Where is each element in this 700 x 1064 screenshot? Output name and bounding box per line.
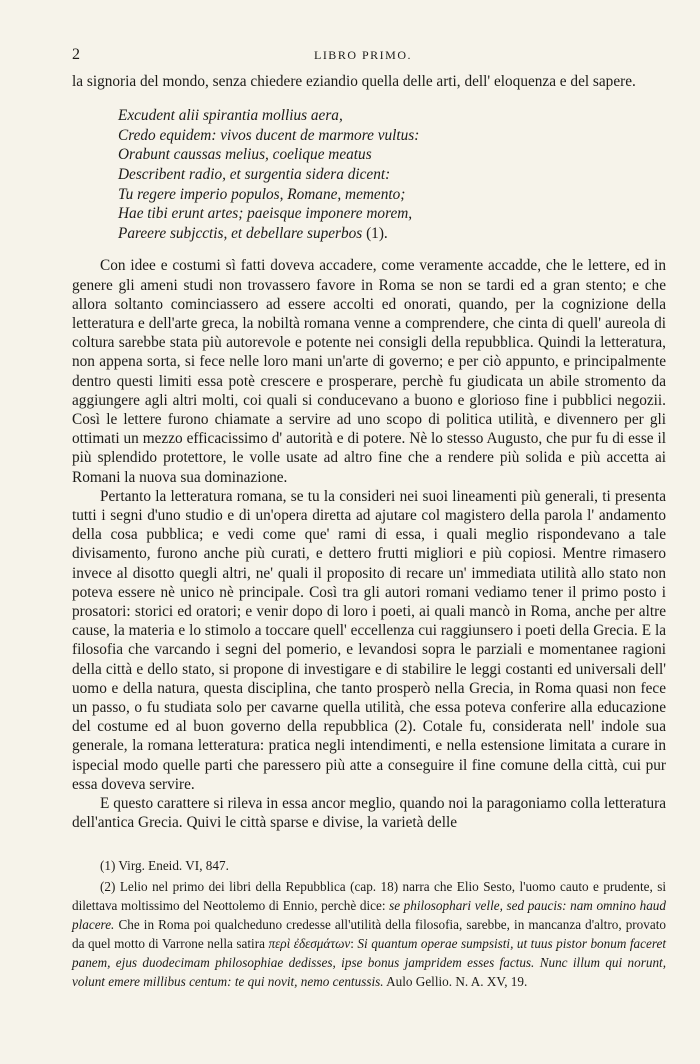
verse-line: Tu regere imperio populos, Romane, memento; — [118, 185, 406, 203]
footnote-latin-quote: Si quantum operae sumpsisti, ut tuus pistor bonum faceret panem, ejus duodecimam philosophiae dedisses, ipse bonus jampridem esses factus. Nunc illum qui norunt, volunt emere millibus centum: te qui novit, nemo centussis. — [72, 936, 666, 989]
page-number: 2 — [72, 46, 80, 63]
footnote-ref-1: (1). — [362, 224, 388, 242]
footnote-1: (1) Virg. Eneid. VI, 847. — [100, 858, 229, 873]
footnote-latin-quote: se philosophari velle, sed paucis: nam omnino haud placere. — [72, 898, 666, 932]
verse-line: Excudent alii spirantia mollius aera, — [118, 107, 343, 125]
verse-line: Hae tibi erunt artes; paeisque imponere morem, — [118, 205, 413, 223]
running-head: LIBRO PRIMO. — [313, 48, 412, 62]
footnote-2 — [72, 877, 666, 991]
footnote-text: Che in Roma poi qualcheduno credesse all'utilità della filosofia, sarebbe, in mancanza d'altro, provato da quel motto di Varrone nella satira — [72, 917, 666, 951]
page-header — [72, 46, 654, 66]
verse-line-last — [118, 224, 666, 244]
lead-paragraph: la signoria del mondo, senza chiedere eziandio quella delle arti, dell' eloquenza e del sapere. — [72, 73, 636, 90]
verse-line: Describent radio, et surgentia sidera dicent: — [118, 165, 391, 183]
paragraph: Con idee e costumi sì fatti doveva accadere, come veramente accadde, che le lettere, ed in genere gli ameni studi non trovassero favore in Roma se non se tardi ed a gran stento; e che allora soltanto cominciassero ad essere accolti ed onorati, quando, per la cognizione della letteratura e dell'arte greca, la nobiltà romana venne a comprendere, che cinta di quell' aureola di coltura sarebbe stata più autorevole e potente nei consigli della repubblica. Quindi la letteratura, non appena sorta, si fece nelle loro mani un'arte di governo; e per ciò appunto, e principalmente dentro questi limiti essa potè crescere e prosperare, perchè fu giudicata un abile stromento da aggiungere agli altri molti, coi quali si conducevano a buono e glorioso fine i pubblici negozii. Così le lettere furono chiamate a servire ad uno scopo di politica utilità, e divennero per gli ottimati un mezzo efficacissimo d' autorità e di potere. Nè lo stesso Augusto, che pur fu di esse il più splendido protettore, le volle usate ad altro fine che a rendere più solida e più accetta ai Romani la nuova sua dominazione. — [72, 257, 666, 486]
footnotes — [72, 856, 666, 991]
verse-line: Pareere subjcctis, et debellare superbos — [118, 224, 363, 242]
paragraph: Pertanto la letteratura romana, se tu la consideri nei suoi lineamenti più generali, ti presenta tutti i segni d'uno studio e di un'opera diretta ad ajutare col magistero della parola l' andamento della cosa pubblica; e vedi come que' rami di essa, i quali meglio rispondevano a tale divisamento, furono anche più curati, e dettero frutti migliori e più copiosi. Mentre rimasero invece al disotto quegli altri, ne' quali il proposito di recare un' immediata utilità allo stato non poteva essere nè unico nè principale. Così tra gli autori romani vediamo tener il primo posto i prosatori: storici ed oratori; e venir dopo di loro i poeti, ai quali mancò in Roma, anche per altre cause, la materia e lo stimolo a toccare quell' eccellenza cui raggiunsero i poeti della Grecia. E la filosofia che varcando i segni del pomerio, e levandosi sopra le parziali e momentanee ragioni della città e dello stato, si propone di investigare e di stabilire le leggi costanti ed universali dell' uomo e della natura, questa disciplina, che tanto prosperò nella Grecia, in Roma quasi non fece un passo, o fu studiata solo per cavarne quella utilità, che essa poteva conferire alla educazione del costume ed al buon governo della repubblica (2). Cotale fu, considerata nell' indole sua generale, la romana letteratura: pratica negli intendimenti, e nella estensione limitata a curare in ispecial modo quelle parti che paressero più atte a conseguire il fine comune della città, cui pur essa doveva servire. — [72, 487, 666, 793]
footnote-text: : — [350, 936, 358, 951]
footnote-text: Aulo Gellio. N. A. XV, 19. — [383, 974, 528, 989]
footnote-greek-title: περὶ ἐδεσμάτων — [268, 936, 351, 951]
main-text — [72, 72, 666, 832]
verse-line: Credo equidem: vivos ducent de marmore vultus: — [118, 126, 420, 144]
footnote-text: (2) Lelio nel primo dei libri della Repubblica (cap. 18) narra che Elio Sesto, l'uomo cauto e prudente, si dilettava moltissimo del Neottolemo di Ennio, perchè dice: — [72, 879, 666, 913]
paragraph: E questo carattere si rileva in essa ancor meglio, quando noi la paragoniamo colla letteratura dell'antica Grecia. Quivi le città sparse e divise, la varietà delle — [72, 795, 666, 832]
verse-line: Orabunt caussas melius, coelique meatus — [118, 146, 372, 164]
verse-quotation — [118, 106, 666, 243]
